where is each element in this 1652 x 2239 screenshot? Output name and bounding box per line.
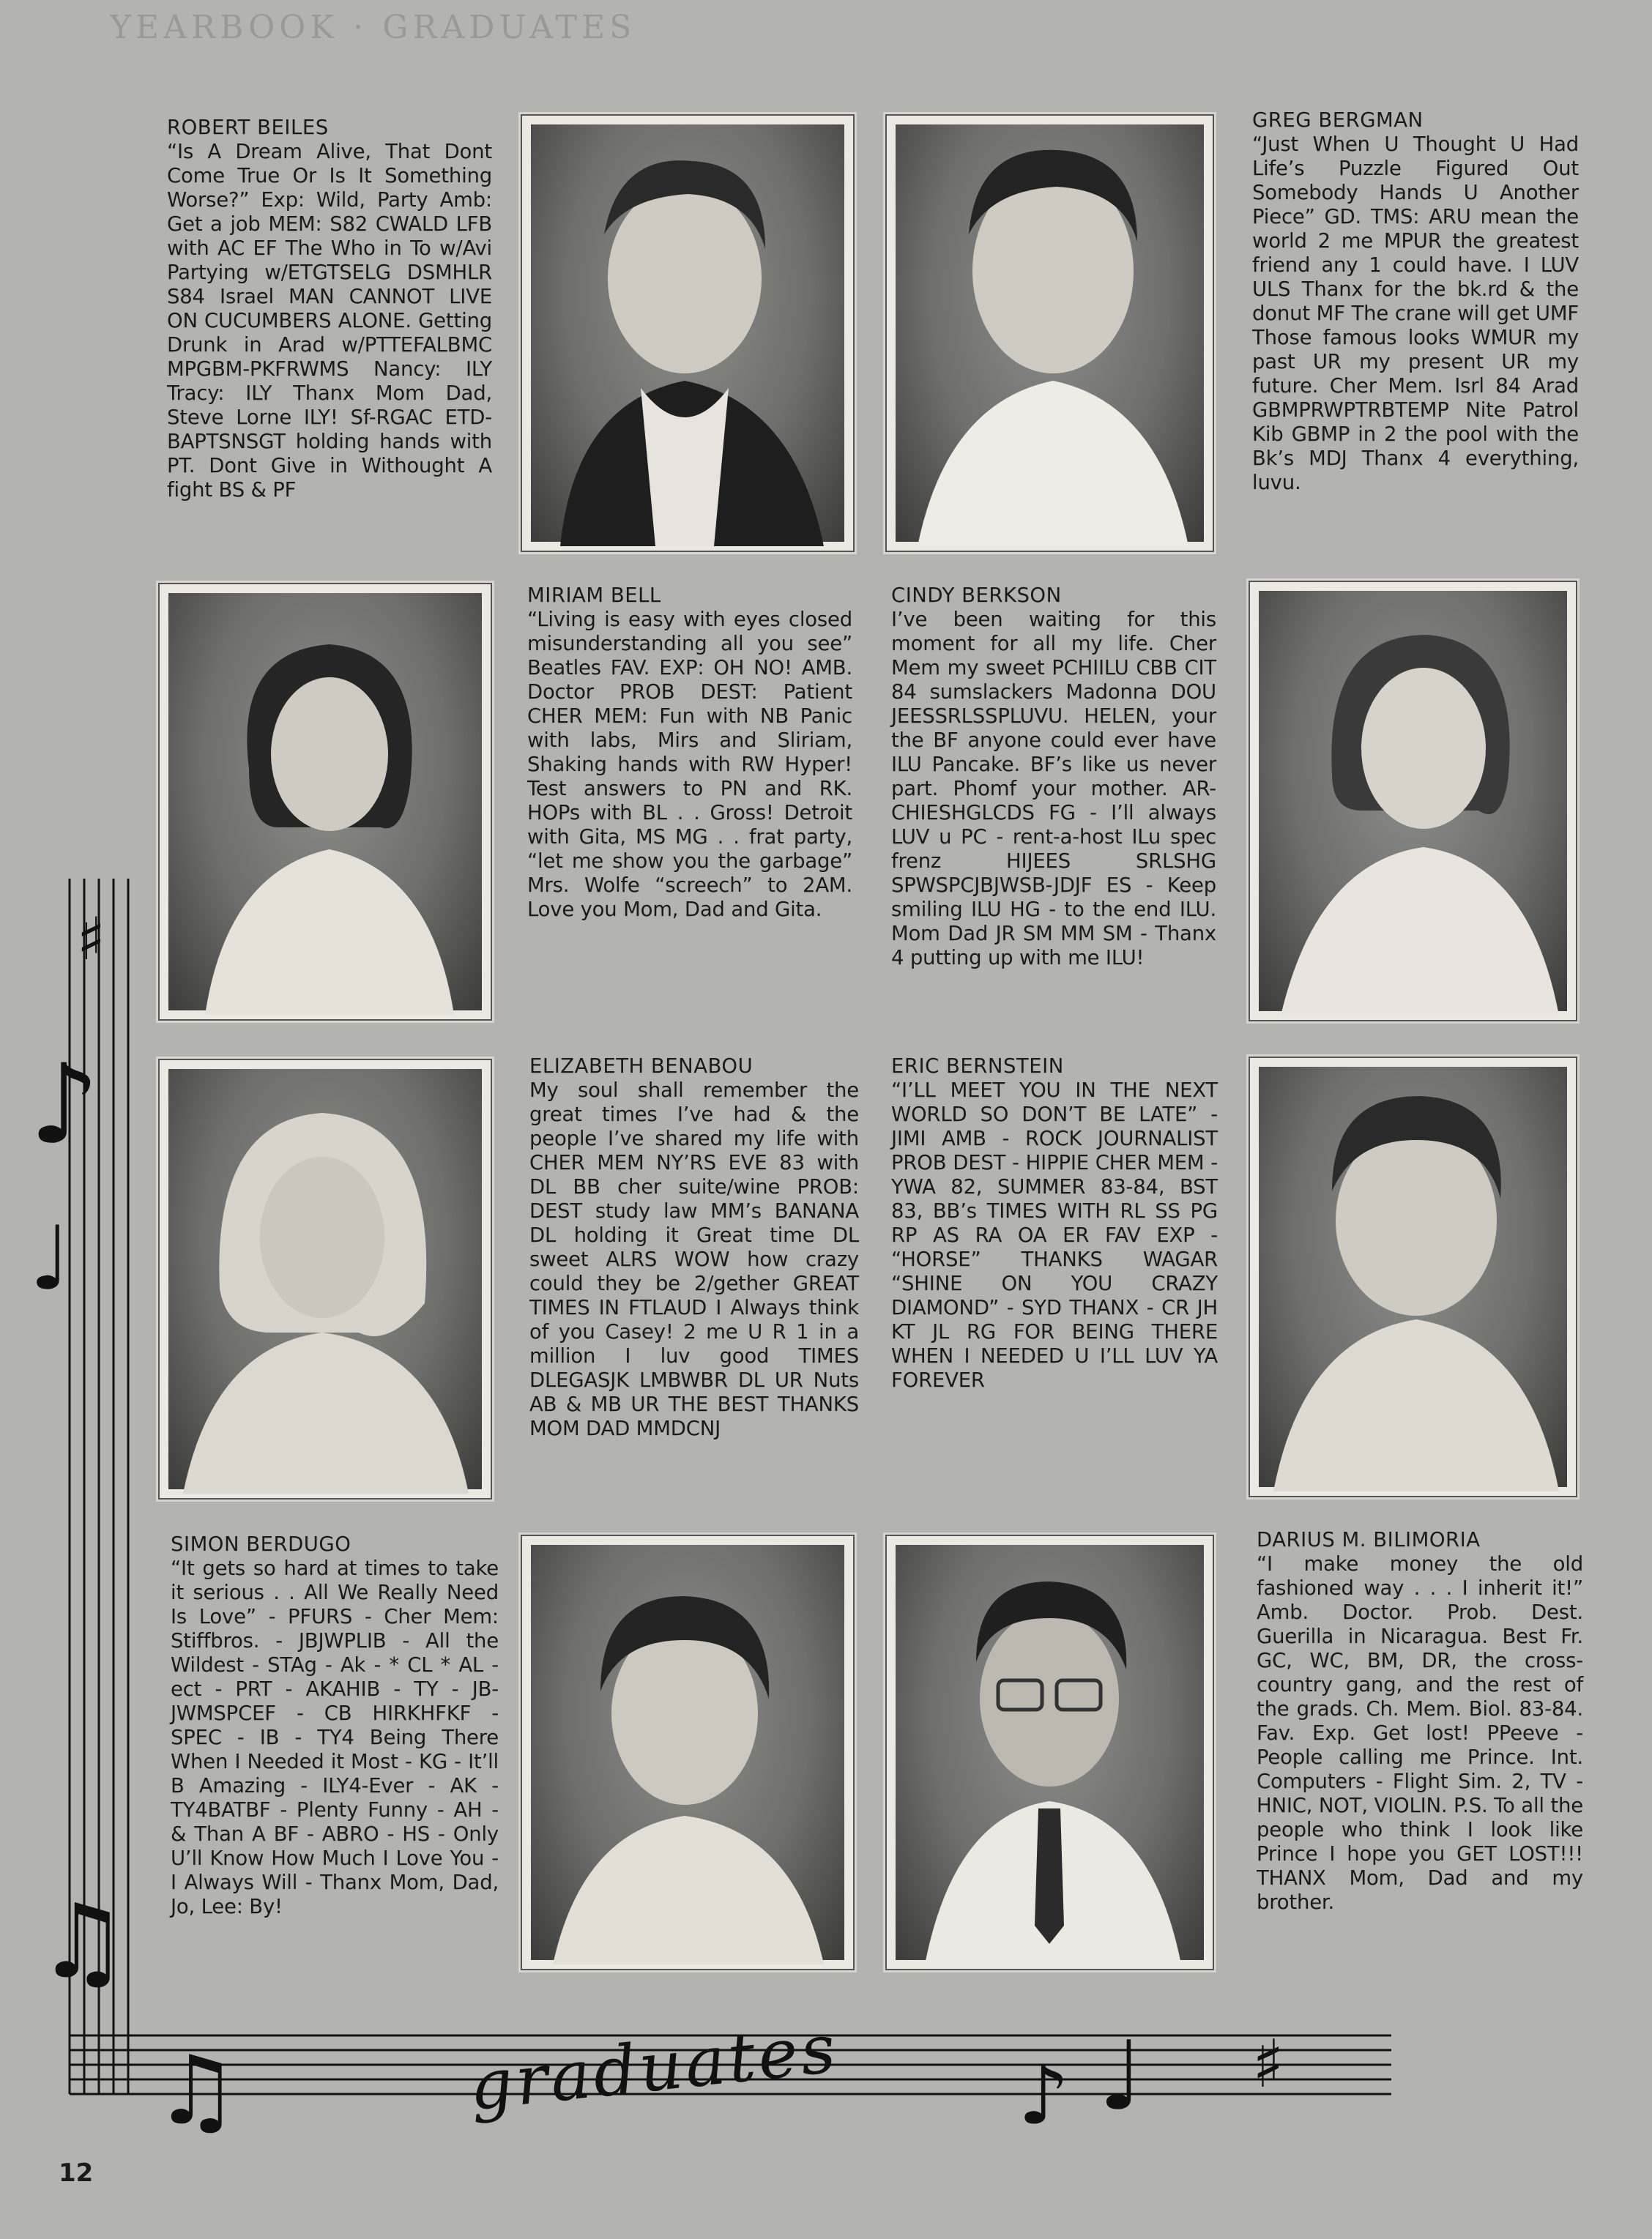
student-name: DARIUS M. BILIMORIA xyxy=(1257,1528,1481,1551)
svg-text:♫: ♫ xyxy=(37,1882,129,2002)
student-name: CINDY BERKSON xyxy=(891,584,1062,607)
student-quote: I’ve been waiting for this moment for all my life. Cher Mem my sweet PCHIILU CBB CIT 84 sumslackers Madonna DOU JEESSRLSSPLUVU. HELEN, your the BF anyone could ever have ILU Pancake. BF’s like us never part. Phomf your mother. AR-CHIESHGLCDS FG - I’ll always LUV u PC - rent-a-host ILu spec frenz HIJEES SRLSHG SPWSPCJBJWSB-JDJF ES - Keep smiling ILU HG - to the end ILU. Mom Dad JR SM MM SM - Thanx 4 putting up with me ILU! xyxy=(891,608,1216,969)
graduates-script-title: graduates xyxy=(465,2008,842,2126)
student-quote: “I make money the old fashioned way . . . I inherit it!” Amb. Doctor. Prob. Dest. Guerilla in Nicaragua. Best Fr. GC, WC, BM, DR, the cross-country gang, and the rest of the grads. Ch. Mem. Biol. 83-84. Fav. Exp. Get lost! PPeeve - People calling me Prince. Int. Computers - Flight Sim. 2, TV - HNIC, NOT, VIOLIN. P.S. To all the people who think I look like Prince I hope you GET LOST!!! THANX Mom, Dad and my brother. xyxy=(1257,1552,1583,1914)
student-name: ERIC BERNSTEIN xyxy=(891,1054,1064,1078)
student-name: GREG BERGMAN xyxy=(1252,108,1424,132)
svg-text:♫: ♫ xyxy=(154,2035,239,2146)
student-name: ELIZABETH BENABOU xyxy=(529,1054,754,1078)
faded-header-text: YEARBOOK · GRADUATES xyxy=(110,9,636,46)
student-quote: “Living is easy with eyes closed misunderstanding all you see” Beatles FAV. EXP: OH NO! AMB. Doctor PROB DEST: Patient CHER MEM: Fun with NB Panic with labs, Mirs and Sliriam, Shaking hands with RW Hyper! Test answers to PN and RK. HOPs with BL . . Gross! Detroit with Gita, MS MG . . frat party, “let me show you the garbage” Mrs. Wolfe “screech” to 2AM. Love you Mom, Dad and Gita. xyxy=(527,608,852,921)
student-name: MIRIAM BELL xyxy=(527,584,661,607)
student-quote: “I’LL MEET YOU IN THE NEXT WORLD SO DON’T BE LATE” - JIMI AMB - ROCK JOURNALIST PROB DEST - HIPPIE CHER MEM - YWA 82, SUMMER 83-84, BST 83, BB’s TIMES WITH RL SS PG RP AS RA OA ER FAV EXP - “HORSE” THANKS WAGAR “SHINE ON YOU CRAZY DIAMOND” - SYD THANX - CR JH KT JL RG FOR BEING THERE WHEN I NEEDED U I’LL LUV YA FOREVER xyxy=(891,1078,1218,1392)
student-name: SIMON BERDUGO xyxy=(171,1532,351,1556)
svg-text:♪: ♪ xyxy=(1018,2049,1070,2142)
student-quote: “It gets so hard at times to take it serious . . All We Really Need Is Love” - PFURS - Cher Mem: Stiffbros. - JBJWPLIB - All the Wildest - STAg - Ak - * CL * AL - ect - PRT - AKAHIB - TY - JB-JWMSPCEF - CB HIRKHFKF - SPEC - IB - TY4 Being There When I Needed it Most - KG - It’ll B Amazing - ILY4-Ever - AK - TY4BATBF - Plenty Funny - AH - & Than A BF - ABRO - HS - Only U’ll Know How Much I Love You - I Always Will - Thanx Mom, Dad, Jo, Lee: By! xyxy=(171,1557,499,1918)
svg-text:♪: ♪ xyxy=(29,1041,100,1169)
student-quote: My soul shall remember the great times I’ve had & the people I’ve shared my life with CHER MEM NY’RS EVE 83 with DL BB cher suite/wine PROB: DEST study law MM’s BANANA DL holding it Great time DL sweet ALRS WOW how crazy could they be 2/gether GREAT TIMES IN FTLAUD I Always think of you Casey! 2 me U R 1 in a million I luv good TIMES DLEGASJK LMBWBR DL UR Nuts AB & MB UR THE BEST THANKS MOM DAD MMDCNJ xyxy=(529,1078,859,1440)
student-quote: “Just When U Thought U Had Life’s Puzzle Figured Out Somebody Hands U Another Piece” GD. TMS: ARU mean the world 2 me MPUR the greatest friend any 1 could have. I LUV ULS Thanx for the bk.rd & the donut MF The crane will get UMF Those famous looks WMUR my past UR my present UR my future. Cher Mem. Isrl 84 Arad GBMPRWPTRBTEMP Nite Patrol Kib GBMP in 2 the pool with the Bk’s MDJ Thanx 4 everything, luvu. xyxy=(1252,133,1579,494)
student-quote: “Is A Dream Alive, That Dont Come True Or Is It Something Worse?” Exp: Wild, Party Amb: Get a job MEM: S82 CWALD LFB with AC EF The Who in To w/Avi Partying w/ETGTSELG DSMHLR S84 Israel MAN CANNOT LIVE ON CUCUMBERS ALONE. Getting Drunk in Arad w/PTTEFALBMC MPGBM-PKFRWMS Nancy: ILY Tracy: ILY Thanx Mom Dad, Steve Lorne ILY! Sf-RGAC ETD-BAPTSNSGT holding hands with PT. Dont Give in Withought A fight BS & PF xyxy=(167,140,492,502)
svg-text:♯: ♯ xyxy=(1252,2026,1284,2103)
page-number: 12 xyxy=(59,2158,94,2188)
svg-text:♩: ♩ xyxy=(1098,2020,1144,2131)
svg-text:♯: ♯ xyxy=(77,905,105,973)
svg-text:♩: ♩ xyxy=(29,1208,71,1310)
student-name: ROBERT BEILES xyxy=(167,116,329,139)
